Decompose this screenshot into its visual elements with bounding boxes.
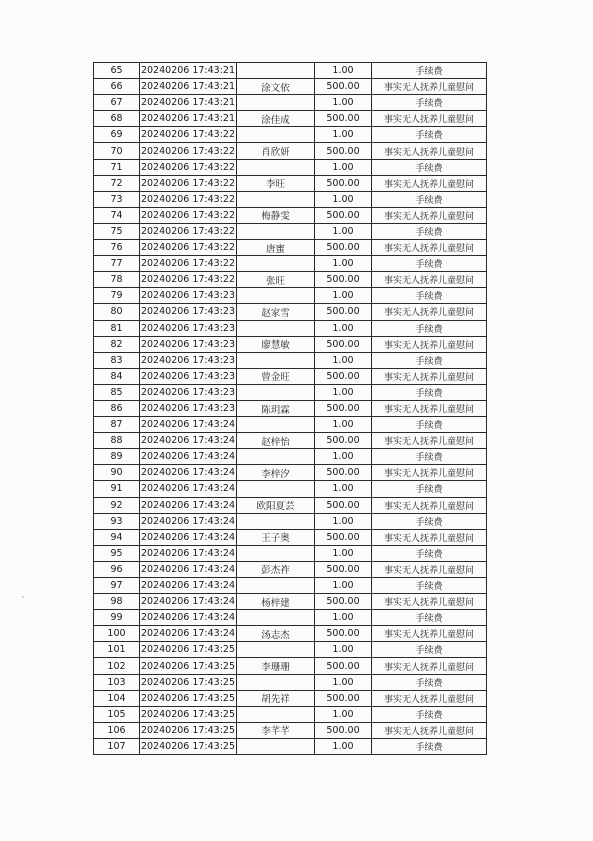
recipient-name-cell: 李旺 [237, 175, 315, 191]
timestamp-cell: 20240206 17:43:24 [140, 529, 237, 545]
timestamp-cell: 20240206 17:43:23 [140, 320, 237, 336]
row-index-cell: 95 [94, 545, 140, 561]
remark-cell: 手续费 [372, 352, 487, 368]
table-row [94, 690, 487, 706]
amount-cell: 1.00 [315, 674, 372, 690]
table-row [94, 368, 487, 384]
timestamp-cell: 20240206 17:43:24 [140, 594, 237, 610]
row-index-cell: 101 [94, 642, 140, 658]
remark-cell: 事实无人抚养儿童慰问 [372, 658, 487, 674]
amount-cell: 500.00 [315, 722, 372, 738]
row-index-cell: 94 [94, 529, 140, 545]
timestamp-cell: 20240206 17:43:25 [140, 738, 237, 754]
row-index-cell: 79 [94, 288, 140, 304]
recipient-name-cell [237, 127, 315, 143]
recipient-name-cell: 欧阳夏芸 [237, 497, 315, 513]
row-index-cell: 92 [94, 497, 140, 513]
amount-cell: 1.00 [315, 384, 372, 400]
table-row [94, 304, 487, 320]
table-row [94, 223, 487, 239]
table-row [94, 240, 487, 256]
table-row [94, 578, 487, 594]
recipient-name-cell: 梅静雯 [237, 207, 315, 223]
amount-cell: 1.00 [315, 288, 372, 304]
remark-cell: 事实无人抚养儿童慰问 [372, 465, 487, 481]
amount-cell: 500.00 [315, 658, 372, 674]
row-index-cell: 80 [94, 304, 140, 320]
recipient-name-cell [237, 642, 315, 658]
remark-cell: 事实无人抚养儿童慰问 [372, 79, 487, 95]
timestamp-cell: 20240206 17:43:23 [140, 368, 237, 384]
remark-cell: 事实无人抚养儿童慰问 [372, 400, 487, 416]
table-row [94, 207, 487, 223]
recipient-name-cell [237, 256, 315, 272]
row-index-cell: 98 [94, 594, 140, 610]
timestamp-cell: 20240206 17:43:24 [140, 449, 237, 465]
timestamp-cell: 20240206 17:43:22 [140, 191, 237, 207]
timestamp-cell: 20240206 17:43:23 [140, 288, 237, 304]
amount-cell: 1.00 [315, 738, 372, 754]
amount-cell: 1.00 [315, 159, 372, 175]
recipient-name-cell [237, 191, 315, 207]
timestamp-cell: 20240206 17:43:21 [140, 79, 237, 95]
table-row [94, 642, 487, 658]
table-row [94, 79, 487, 95]
amount-cell: 500.00 [315, 400, 372, 416]
amount-cell: 1.00 [315, 223, 372, 239]
timestamp-cell: 20240206 17:43:24 [140, 610, 237, 626]
remark-cell: 手续费 [372, 674, 487, 690]
timestamp-cell: 20240206 17:43:22 [140, 272, 237, 288]
timestamp-cell: 20240206 17:43:23 [140, 352, 237, 368]
timestamp-cell: 20240206 17:43:22 [140, 207, 237, 223]
table-row [94, 561, 487, 577]
row-index-cell: 89 [94, 449, 140, 465]
remark-cell: 手续费 [372, 642, 487, 658]
remark-cell: 事实无人抚养儿童慰问 [372, 561, 487, 577]
row-index-cell: 65 [94, 63, 140, 79]
recipient-name-cell [237, 706, 315, 722]
timestamp-cell: 20240206 17:43:22 [140, 143, 237, 159]
table-row [94, 159, 487, 175]
table-row [94, 465, 487, 481]
amount-cell: 1.00 [315, 127, 372, 143]
timestamp-cell: 20240206 17:43:23 [140, 304, 237, 320]
row-index-cell: 82 [94, 336, 140, 352]
timestamp-cell: 20240206 17:43:24 [140, 578, 237, 594]
row-index-cell: 85 [94, 384, 140, 400]
row-index-cell: 75 [94, 223, 140, 239]
remark-cell: 事实无人抚养儿童慰问 [372, 529, 487, 545]
timestamp-cell: 20240206 17:43:25 [140, 658, 237, 674]
recipient-name-cell [237, 384, 315, 400]
recipient-name-cell: 赵家雪 [237, 304, 315, 320]
table-row [94, 545, 487, 561]
recipient-name-cell: 汤志杰 [237, 626, 315, 642]
amount-cell: 500.00 [315, 272, 372, 288]
amount-cell: 1.00 [315, 320, 372, 336]
row-index-cell: 84 [94, 368, 140, 384]
amount-cell: 500.00 [315, 368, 372, 384]
row-index-cell: 96 [94, 561, 140, 577]
remark-cell: 事实无人抚养儿童慰问 [372, 175, 487, 191]
remark-cell: 手续费 [372, 449, 487, 465]
row-index-cell: 71 [94, 159, 140, 175]
timestamp-cell: 20240206 17:43:22 [140, 175, 237, 191]
remark-cell: 手续费 [372, 63, 487, 79]
remark-cell: 手续费 [372, 288, 487, 304]
table-row [94, 384, 487, 400]
payment-ledger-table [93, 62, 487, 755]
timestamp-cell: 20240206 17:43:25 [140, 706, 237, 722]
table-row [94, 433, 487, 449]
row-index-cell: 76 [94, 240, 140, 256]
amount-cell: 1.00 [315, 63, 372, 79]
row-index-cell: 78 [94, 272, 140, 288]
amount-cell: 500.00 [315, 143, 372, 159]
remark-cell: 手续费 [372, 191, 487, 207]
timestamp-cell: 20240206 17:43:25 [140, 722, 237, 738]
amount-cell: 1.00 [315, 481, 372, 497]
timestamp-cell: 20240206 17:43:23 [140, 400, 237, 416]
amount-cell: 500.00 [315, 240, 372, 256]
amount-cell: 1.00 [315, 610, 372, 626]
amount-cell: 1.00 [315, 352, 372, 368]
row-index-cell: 81 [94, 320, 140, 336]
remark-cell: 手续费 [372, 320, 487, 336]
row-index-cell: 93 [94, 513, 140, 529]
row-index-cell: 66 [94, 79, 140, 95]
row-index-cell: 72 [94, 175, 140, 191]
table-row [94, 449, 487, 465]
recipient-name-cell: 杨梓建 [237, 594, 315, 610]
remark-cell: 手续费 [372, 127, 487, 143]
remark-cell: 手续费 [372, 578, 487, 594]
table-row [94, 127, 487, 143]
scan-speck [22, 596, 24, 598]
remark-cell: 手续费 [372, 610, 487, 626]
remark-cell: 手续费 [372, 384, 487, 400]
amount-cell: 1.00 [315, 706, 372, 722]
table-row [94, 513, 487, 529]
table-row [94, 400, 487, 416]
amount-cell: 500.00 [315, 626, 372, 642]
recipient-name-cell [237, 674, 315, 690]
remark-cell: 事实无人抚养儿童慰问 [372, 497, 487, 513]
remark-cell: 事实无人抚养儿童慰问 [372, 207, 487, 223]
table-row [94, 272, 487, 288]
row-index-cell: 99 [94, 610, 140, 626]
row-index-cell: 88 [94, 433, 140, 449]
table-row [94, 674, 487, 690]
recipient-name-cell: 曾金旺 [237, 368, 315, 384]
recipient-name-cell [237, 159, 315, 175]
row-index-cell: 77 [94, 256, 140, 272]
remark-cell: 事实无人抚养儿童慰问 [372, 594, 487, 610]
recipient-name-cell: 涂佳成 [237, 111, 315, 127]
row-index-cell: 97 [94, 578, 140, 594]
timestamp-cell: 20240206 17:43:23 [140, 336, 237, 352]
table-row [94, 481, 487, 497]
timestamp-cell: 20240206 17:43:22 [140, 240, 237, 256]
recipient-name-cell [237, 578, 315, 594]
timestamp-cell: 20240206 17:43:22 [140, 159, 237, 175]
remark-cell: 手续费 [372, 223, 487, 239]
row-index-cell: 91 [94, 481, 140, 497]
amount-cell: 500.00 [315, 561, 372, 577]
remark-cell: 手续费 [372, 513, 487, 529]
table-row [94, 497, 487, 513]
remark-cell: 手续费 [372, 159, 487, 175]
timestamp-cell: 20240206 17:43:21 [140, 95, 237, 111]
timestamp-cell: 20240206 17:43:24 [140, 513, 237, 529]
remark-cell: 事实无人抚养儿童慰问 [372, 433, 487, 449]
table-row [94, 738, 487, 754]
recipient-name-cell [237, 95, 315, 111]
recipient-name-cell [237, 738, 315, 754]
row-index-cell: 107 [94, 738, 140, 754]
remark-cell: 事实无人抚养儿童慰问 [372, 304, 487, 320]
remark-cell: 手续费 [372, 417, 487, 433]
timestamp-cell: 20240206 17:43:24 [140, 433, 237, 449]
row-index-cell: 83 [94, 352, 140, 368]
remark-cell: 事实无人抚养儿童慰问 [372, 368, 487, 384]
table-row [94, 352, 487, 368]
row-index-cell: 68 [94, 111, 140, 127]
recipient-name-cell [237, 417, 315, 433]
table-row [94, 626, 487, 642]
table-row [94, 191, 487, 207]
recipient-name-cell: 李珊珊 [237, 658, 315, 674]
remark-cell: 手续费 [372, 545, 487, 561]
timestamp-cell: 20240206 17:43:24 [140, 497, 237, 513]
amount-cell: 500.00 [315, 111, 372, 127]
table-row [94, 529, 487, 545]
recipient-name-cell [237, 320, 315, 336]
table-row [94, 175, 487, 191]
remark-cell: 事实无人抚养儿童慰问 [372, 336, 487, 352]
recipient-name-cell: 王子奥 [237, 529, 315, 545]
timestamp-cell: 20240206 17:43:25 [140, 690, 237, 706]
remark-cell: 事实无人抚养儿童慰问 [372, 143, 487, 159]
row-index-cell: 104 [94, 690, 140, 706]
remark-cell: 事实无人抚养儿童慰问 [372, 272, 487, 288]
remark-cell: 手续费 [372, 256, 487, 272]
recipient-name-cell [237, 610, 315, 626]
remark-cell: 事实无人抚养儿童慰问 [372, 690, 487, 706]
recipient-name-cell [237, 545, 315, 561]
table-row [94, 143, 487, 159]
timestamp-cell: 20240206 17:43:24 [140, 417, 237, 433]
row-index-cell: 87 [94, 417, 140, 433]
row-index-cell: 105 [94, 706, 140, 722]
remark-cell: 事实无人抚养儿童慰问 [372, 722, 487, 738]
recipient-name-cell: 肖欣妍 [237, 143, 315, 159]
table-row [94, 288, 487, 304]
recipient-name-cell: 唐蜜 [237, 240, 315, 256]
row-index-cell: 106 [94, 722, 140, 738]
timestamp-cell: 20240206 17:43:25 [140, 674, 237, 690]
recipient-name-cell: 陈玥霖 [237, 400, 315, 416]
timestamp-cell: 20240206 17:43:24 [140, 626, 237, 642]
amount-cell: 500.00 [315, 79, 372, 95]
recipient-name-cell: 彭杰祚 [237, 561, 315, 577]
amount-cell: 1.00 [315, 417, 372, 433]
timestamp-cell: 20240206 17:43:24 [140, 561, 237, 577]
row-index-cell: 69 [94, 127, 140, 143]
row-index-cell: 70 [94, 143, 140, 159]
amount-cell: 1.00 [315, 95, 372, 111]
amount-cell: 500.00 [315, 529, 372, 545]
table-row [94, 658, 487, 674]
recipient-name-cell: 李梓汐 [237, 465, 315, 481]
table-row [94, 706, 487, 722]
remark-cell: 手续费 [372, 95, 487, 111]
amount-cell: 1.00 [315, 578, 372, 594]
recipient-name-cell: 涂文依 [237, 79, 315, 95]
timestamp-cell: 20240206 17:43:23 [140, 384, 237, 400]
recipient-name-cell [237, 481, 315, 497]
table-row [94, 95, 487, 111]
amount-cell: 500.00 [315, 497, 372, 513]
recipient-name-cell [237, 513, 315, 529]
amount-cell: 500.00 [315, 465, 372, 481]
timestamp-cell: 20240206 17:43:25 [140, 642, 237, 658]
amount-cell: 1.00 [315, 513, 372, 529]
amount-cell: 500.00 [315, 207, 372, 223]
row-index-cell: 74 [94, 207, 140, 223]
amount-cell: 1.00 [315, 449, 372, 465]
timestamp-cell: 20240206 17:43:21 [140, 63, 237, 79]
recipient-name-cell: 李芊芊 [237, 722, 315, 738]
remark-cell: 事实无人抚养儿童慰问 [372, 626, 487, 642]
amount-cell: 1.00 [315, 545, 372, 561]
row-index-cell: 73 [94, 191, 140, 207]
recipient-name-cell [237, 223, 315, 239]
amount-cell: 1.00 [315, 642, 372, 658]
recipient-name-cell: 胡先祥 [237, 690, 315, 706]
table-row [94, 320, 487, 336]
timestamp-cell: 20240206 17:43:22 [140, 256, 237, 272]
recipient-name-cell [237, 63, 315, 79]
row-index-cell: 67 [94, 95, 140, 111]
row-index-cell: 102 [94, 658, 140, 674]
amount-cell: 1.00 [315, 256, 372, 272]
recipient-name-cell: 赵梓怡 [237, 433, 315, 449]
amount-cell: 500.00 [315, 304, 372, 320]
remark-cell: 事实无人抚养儿童慰问 [372, 111, 487, 127]
row-index-cell: 100 [94, 626, 140, 642]
amount-cell: 1.00 [315, 191, 372, 207]
table-row [94, 417, 487, 433]
remark-cell: 手续费 [372, 706, 487, 722]
table-row [94, 722, 487, 738]
table-row [94, 594, 487, 610]
remark-cell: 事实无人抚养儿童慰问 [372, 240, 487, 256]
row-index-cell: 86 [94, 400, 140, 416]
table-row [94, 336, 487, 352]
recipient-name-cell [237, 288, 315, 304]
amount-cell: 500.00 [315, 175, 372, 191]
recipient-name-cell [237, 352, 315, 368]
timestamp-cell: 20240206 17:43:24 [140, 545, 237, 561]
timestamp-cell: 20240206 17:43:22 [140, 127, 237, 143]
table-row [94, 256, 487, 272]
remark-cell: 手续费 [372, 481, 487, 497]
ledger-body [94, 63, 487, 755]
table-row [94, 111, 487, 127]
recipient-name-cell [237, 449, 315, 465]
timestamp-cell: 20240206 17:43:24 [140, 465, 237, 481]
recipient-name-cell: 张旺 [237, 272, 315, 288]
amount-cell: 500.00 [315, 690, 372, 706]
timestamp-cell: 20240206 17:43:22 [140, 223, 237, 239]
table-row [94, 610, 487, 626]
timestamp-cell: 20240206 17:43:24 [140, 481, 237, 497]
amount-cell: 500.00 [315, 433, 372, 449]
recipient-name-cell: 廖慧敏 [237, 336, 315, 352]
table-row [94, 63, 487, 79]
timestamp-cell: 20240206 17:43:21 [140, 111, 237, 127]
row-index-cell: 103 [94, 674, 140, 690]
row-index-cell: 90 [94, 465, 140, 481]
remark-cell: 手续费 [372, 738, 487, 754]
amount-cell: 500.00 [315, 336, 372, 352]
amount-cell: 500.00 [315, 594, 372, 610]
